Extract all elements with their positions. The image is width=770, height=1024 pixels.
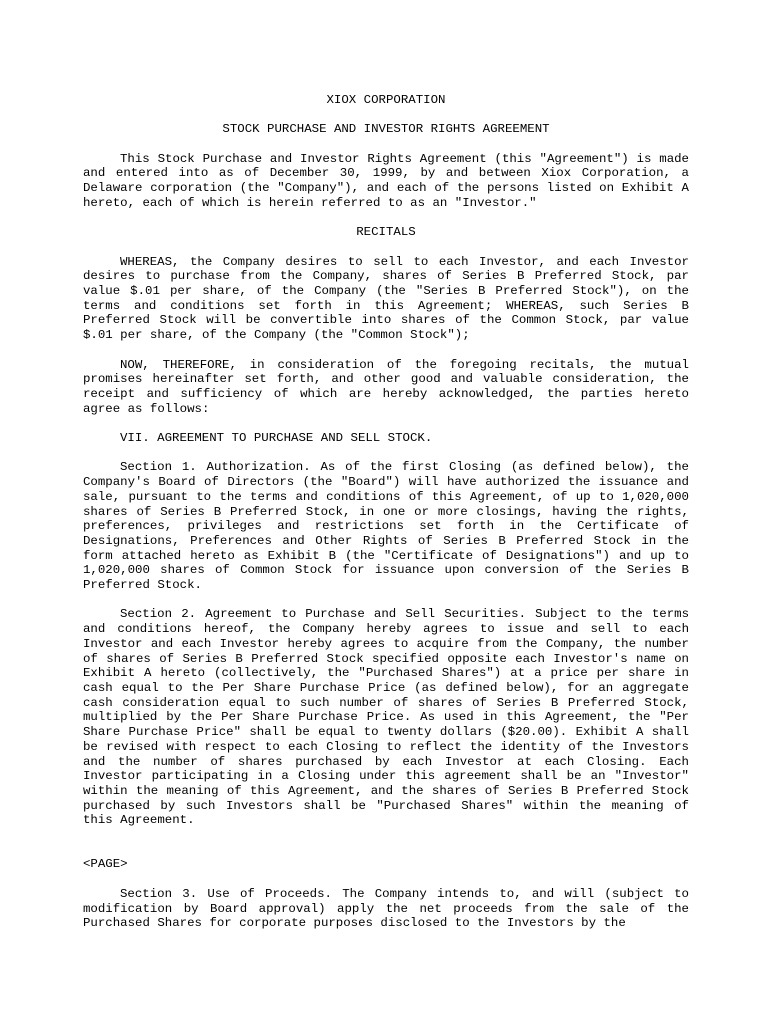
company-name: XIOX CORPORATION	[326, 93, 446, 107]
recitals-heading: RECITALS	[356, 225, 416, 240]
now-therefore-paragraph: NOW, THEREFORE, in consideration of the foregoing recitals, the mutual promises hereinafter set forth, and other good and valuable consideration, the receipt and sufficiency of which are hereby acknowledged, the parties hereto agree as follows:	[83, 357, 689, 416]
page-marker: <PAGE>	[83, 857, 128, 872]
section-3-paragraph: Section 3. Use of Proceeds. The Company intends to, and will (subject to modification by Board approval) apply the net proceeds from the sale of the Purchased Shares for corporate purposes disclosed to the Investors by the	[83, 886, 689, 931]
section-2-paragraph: Section 2. Agreement to Purchase and Sell Securities. Subject to the terms and conditions hereof, the Company hereby agrees to issue and sell to each Investor and each Investor hereby agrees to acquire from the Company, the number of shares of Series B Preferred Stock specified opposite each Investor's name on Exhibit A hereto (collectively, the "Purchased Shares") at a price per share in cash equal to the Per Share Purchase Price (as defined below), for an aggregate cash consideration equal to such number of shares of Series B Preferred Stock, multiplied by the Per Share Purchase Price. As used in this Agreement, the "Per Share Purchase Price" shall be equal to twenty dollars ($20.00). Exhibit A shall be revised with respect to each Closing to reflect the identity of the Investors and the number of shares purchased by each Investor at each Closing. Each Investor participating in a Closing under this agreement shall be an "Investor" within the meaning of this Agreement, and the shares of Series B Preferred Stock purchased by such Investors shall be "Purchased Shares" within the meaning of this Agreement.	[83, 607, 689, 828]
section-1-paragraph: Section 1. Authorization. As of the first Closing (as defined below), the Company's Board of Directors (the "Board") will have authorized the issuance and sale, pursuant to the terms and conditions of this Agreement, of up to 1,020,000 shares of Series B Preferred Stock, in one or more closings, having the rights, preferences, privileges and restrictions set forth in the Certificate of Designations, Preferences and Other Rights of Series B Preferred Stock in the form attached hereto as Exhibit B (the "Certificate of Designations") and up to 1,020,000 shares of Common Stock for issuance upon conversion of the Series B Preferred Stock.	[83, 460, 689, 593]
agreement-title: STOCK PURCHASE AND INVESTOR RIGHTS AGREEMENT	[222, 122, 550, 137]
document-page	[83, 93, 689, 931]
whereas-paragraph: WHEREAS, the Company desires to sell to each Investor, and each Investor desires to purchase from the Company, shares of Series B Preferred Stock, par value $.01 per share, of the Company (the "Series B Preferred Stock"), on the terms and conditions set forth in this Agreement; WHEREAS, such Series B Preferred Stock will be convertible into shares of the Common Stock, par value $.01 per share, of the Company (the "Common Stock");	[83, 254, 689, 343]
article-heading: VII. AGREEMENT TO PURCHASE AND SELL STOCK.	[120, 431, 433, 446]
intro-paragraph: This Stock Purchase and Investor Rights Agreement (this "Agreement") is made and entered into as of December 30, 1999, by and between Xiox Corporation, a Delaware corporation (the "Company"), and each of the persons listed on Exhibit A hereto, each of which is herein referred to as an "Investor."	[83, 151, 689, 210]
